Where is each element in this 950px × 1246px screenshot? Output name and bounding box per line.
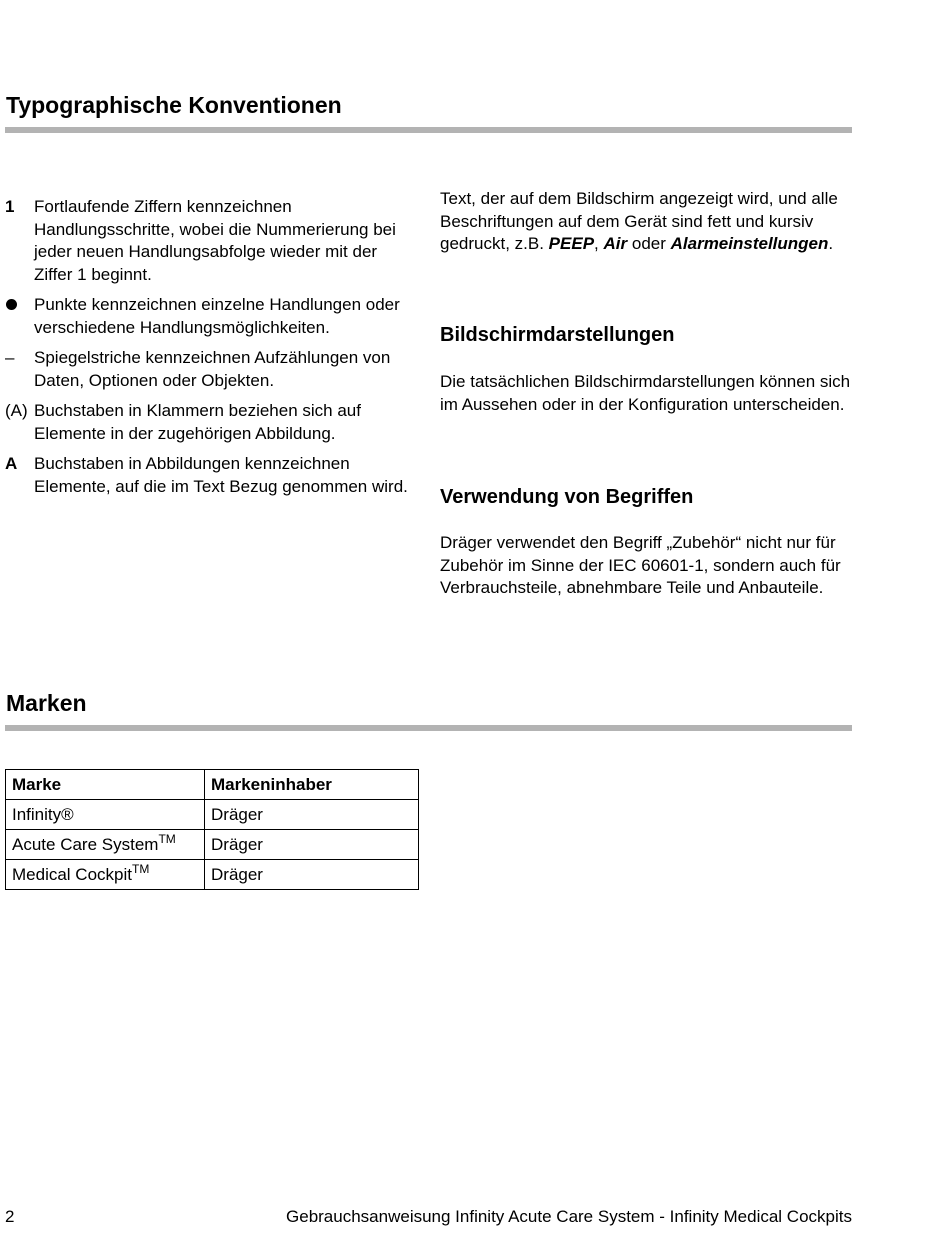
brand-cell: Acute Care System™	[6, 830, 205, 860]
example-air: Air	[603, 234, 628, 253]
list-item	[5, 294, 417, 339]
list-item	[5, 400, 417, 445]
step-number-marker: 1	[5, 197, 15, 216]
trademark-table	[5, 769, 419, 890]
dash-marker: –	[5, 348, 15, 367]
list-item-text: Punkte kennzeichnen einzelne Handlungen oder verschiedene Handlungsmöglichkeiten.	[34, 295, 400, 337]
example-peep: PEEP	[548, 234, 595, 253]
list-item-text: Fortlaufende Ziffern kennzeichnen Handlungsschritte, wobei die Nummerierung bei jeder neuen Handlungsabfolge wieder mit der Ziffer 1 beginnt.	[34, 197, 396, 284]
section-rule	[5, 725, 852, 731]
owner-cell: Dräger	[205, 800, 419, 830]
owner-cell: Dräger	[205, 830, 419, 860]
parenthesis-letter-marker: (A)	[5, 401, 28, 420]
letter-marker: A	[5, 454, 18, 473]
table-row	[6, 830, 419, 860]
list-item-text: Buchstaben in Klammern beziehen sich auf Elemente in der zugehörigen Abbildung.	[34, 401, 361, 443]
terms-paragraph: Dräger verwendet den Begriff „Zubehör“ nicht nur für Zubehör im Sinne der IEC 60601-1, sondern auch für Verbrauchsteile, abnehmbare Teile und Anbauteile.	[440, 533, 841, 597]
column-header-brand: Marke	[6, 770, 205, 800]
list-item-text: Spiegelstriche kennzeichnen Aufzählungen von Daten, Optionen oder Objekten.	[34, 348, 391, 390]
section-rule	[5, 127, 852, 133]
example-alarm-settings: Alarmeinstellungen	[670, 234, 829, 253]
list-item	[5, 453, 417, 498]
footer-document-title: Gebrauchsanweisung Infinity Acute Care System - Infinity Medical Cockpits	[286, 1207, 852, 1226]
bullet-icon	[5, 294, 33, 317]
page-number: 2	[5, 1207, 15, 1226]
list-item	[5, 347, 417, 392]
section-title-screens: Bildschirmdarstellungen	[440, 324, 675, 346]
column-header-owner: Markeninhaber	[205, 770, 419, 800]
section-title-conventions: Typographische Konventionen	[6, 92, 342, 118]
brand-cell: Medical Cockpit™	[6, 860, 205, 890]
section-title-terms: Verwendung von Begriffen	[440, 486, 694, 508]
table-header-row	[6, 770, 419, 800]
brand-cell: Infinity®	[6, 800, 205, 830]
section-title-brands: Marken	[6, 690, 87, 716]
conventions-list	[5, 196, 417, 506]
screens-paragraph: Die tatsächlichen Bildschirmdarstellungen können sich im Aussehen oder in der Konfiguration unterscheiden.	[440, 372, 851, 414]
list-item	[5, 196, 417, 286]
list-item-text: Buchstaben in Abbildungen kennzeichnen Elemente, auf die im Text Bezug genommen wird.	[34, 454, 408, 496]
screen-text-paragraph: Text, der auf dem Bildschirm angezeigt wird, und alle Beschriftungen auf dem Gerät sind fett und kursiv gedruckt, z.B. PEEP, Air oder Alarmeinstellungen.	[440, 189, 838, 253]
table-row	[6, 860, 419, 890]
table-row	[6, 800, 419, 830]
owner-cell: Dräger	[205, 860, 419, 890]
